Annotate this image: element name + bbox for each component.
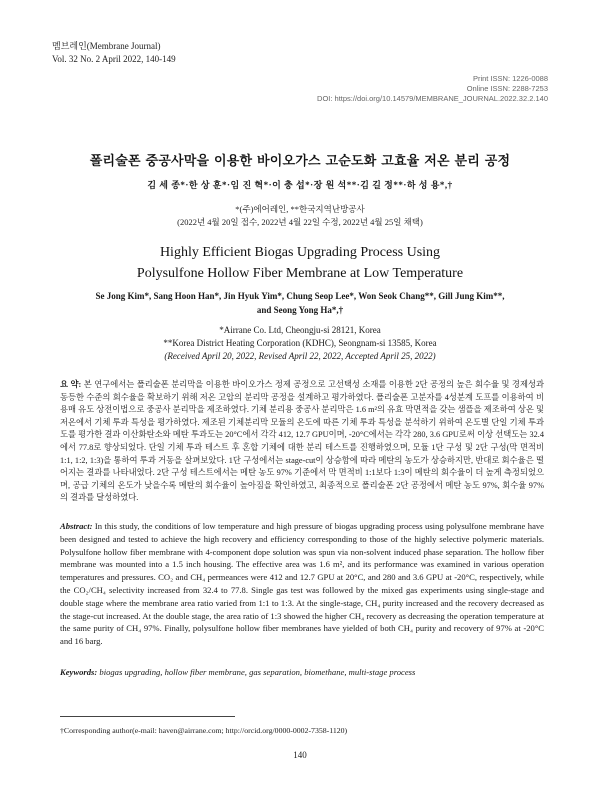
keywords-text: biogas upgrading, hollow fiber membrane, gas separation, biomethane, multi-stage process — [99, 667, 416, 677]
english-abstract-label: Abstract: — [60, 521, 93, 531]
english-affiliation — [0, 324, 600, 363]
journal-header — [52, 40, 176, 66]
affiliation-kdhc: **Korea District Heating Corporation (KDHC), Seongnam-si 13585, Korea — [163, 338, 437, 348]
english-title-line1: Highly Efficient Biogas Upgrading Process Using — [159, 245, 441, 260]
volume-info: Vol. 32 No. 2 April 2022, 140-149 — [52, 54, 176, 64]
english-title — [0, 242, 600, 284]
english-abstract — [60, 520, 544, 648]
korean-affiliation: *(주)에어레인, **한국지역난방공사 — [235, 204, 365, 214]
journal-name: 멤브레인(Membrane Journal) — [52, 41, 161, 51]
korean-title: 폴리술폰 중공사막을 이용한 바이오가스 고순도화 고효율 저온 분리 공정 — [89, 154, 511, 169]
doi-link[interactable]: DOI: https://doi.org/10.14579/MEMBRANE_JOURNAL.2022.32.2.140 — [317, 94, 548, 103]
english-authors-line1: Se Jong Kim*, Sang Hoon Han*, Jin Hyuk Yim*, Chung Seop Lee*, Won Seok Chang**, Gill Jung Kim**, — [95, 291, 505, 301]
keywords — [60, 666, 544, 679]
english-abstract-text: In this study, the conditions of low temperature and high pressure of biogas upgrading process using polysulfone membrane have been designed and tested to achieve the high recovery and efficiency corresponding to those of the highly selective polymeric materials. Polysulfone hollow fiber membrane with 4-component dope solution was spun via non-solvent induced phase separation. The hollow fiber membrane was mounted into a 1.5 inch housing. The effective area was 1.6 m², and its performance was examined in various operation temperatures and pressures. CO₂ and CH₄ permeances were 412 and 12.7 GPU at 20°C, and 280 and 3.6 GPU at -20°C, respectively, while the CO₂/CH₄ selectivity increased from 32.4 to 77.8. Single gas test was followed by the mixed gas experiments using single-stage and double stage where the membrane area ratio varied from 1:1 to 1:3. At the single-stage, CH₄ purity increased and the recovery decreased as the stage-cut increased. At the double stage, the area ratio of 1:3 showed the higher CH₄ recovery as decreasing the operation temperature at the same purity of CH₄ 97%. Finally, polysulfone hollow fiber membranes have yielded of both CH₄ purity and recovery of 97% at -20°C and 16 barg. — [60, 521, 544, 647]
english-authors-line2: and Seong Yong Ha*,† — [256, 305, 344, 315]
korean-abstract-text: 본 연구에서는 폴리술폰 분리막을 이용한 바이오가스 정제 공정으로 고선택성 소재를 이용한 2단 공정의 높은 회수율 및 경제성과 동등한 수준의 회수율을 확보하기 위해 저온 고압의 분리막 공정을 설계하고 평가하였다. 폴리술폰 고분자를 4성분계 도프를 이용하여 비용매 유도 상전이법으로 중공사 분리막을 제조하였다. 기체 분리용 중공사 분리막은 1.6 m²의 유효 막면적을 갖는 샘플을 제조하여 상온 및 저온에서 기체 투과 특성을 평가하였다. 제조된 기체분리막 모듈의 온도에 따른 기체 투과 특성을 분석하기 위하여 온도별 단일 기체 투과도를 평가한 결과 이산화탄소와 메탄 투과도는 20°C에서 각각 412, 12.7 GPU이며, -20°C에서는 각각 280, 3.6 GPU로써 이상 선택도는 32.4에서 77.8로 향상되었다. 단일 기체 투과 테스트 후 혼합 기체에 대한 분리 테스트를 진행하였으며, 모듈 1단 구성 및 2단 구성(막 면적비 1:1, 1:2, 1:3)을 통하여 투과 거동을 살펴보았다. 1단 구성에서는 stage-cut이 상승함에 따라 메탄의 농도가 상승하지만, 반대로 회수율은 떨어지는 결과를 나타내었다. 2단 구성 테스트에서는 메탄 농도 97% 기준에서 막 면적비 1:1보다 1:3이 메탄의 회수율이 더 높게 측정되었으며, 공급 기체의 온도가 낮을수록 메탄의 회수율이 높아짐을 확인하였고, 최종적으로 폴리술폰 2단 공정에서 메탄 농도 97%, 회수율 97%의 결과를 달성하였다. — [60, 380, 544, 503]
korean-dates: (2022년 4월 20일 접수, 2022년 4월 22일 수정, 2022년 4월 25일 채택) — [177, 217, 423, 227]
print-issn: Print ISSN: 1226-0088 — [472, 74, 548, 83]
keywords-label: Keywords: — [60, 667, 98, 677]
korean-abstract-label: 요 약: — [60, 380, 82, 389]
page-number: 140 — [293, 750, 307, 760]
footnote-divider — [60, 716, 235, 717]
received-dates: (Received April 20, 2022, Revised April 22, 2022, Accepted April 25, 2022) — [164, 351, 436, 361]
online-issn: Online ISSN: 2288-7253 — [466, 84, 548, 93]
issn-block — [317, 74, 548, 104]
corresponding-author-footnote: †Corresponding author(e-mail: haven@airrane.com; http://orcid.org/0000-0002-7358-1120) — [60, 726, 348, 735]
english-title-line2: Polysulfone Hollow Fiber Membrane at Low Temperature — [136, 266, 464, 281]
korean-authors: 김 세 종*·한 상 훈*·임 진 혁*·이 충 섭*·장 원 석**·김 길 정**·하 성 용*,† — [147, 180, 453, 190]
english-authors — [60, 289, 540, 317]
korean-abstract — [60, 379, 544, 505]
affiliation-airrane: *Airrane Co. Ltd, Cheongju-si 28121, Korea — [219, 325, 381, 335]
